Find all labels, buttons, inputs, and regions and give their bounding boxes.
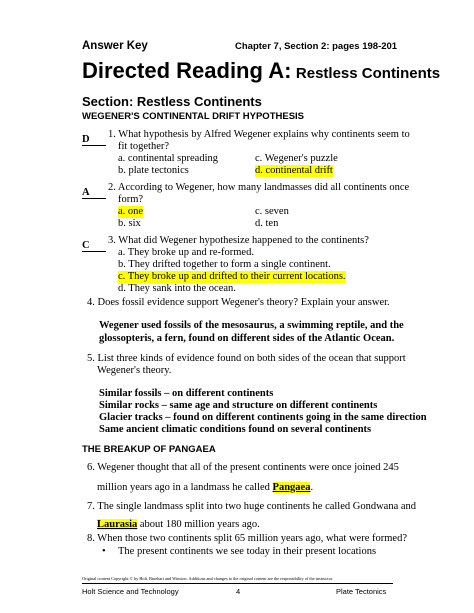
q5-answer-line3: Glacier tracks – found on different continents going in the same direction xyxy=(99,412,427,423)
footer-right: Plate Tectonics xyxy=(336,587,387,596)
footer-page-number: 4 xyxy=(236,587,241,596)
q1-text: 1. What hypothesis by Alfred Wegener explains why continents seem to xyxy=(108,129,410,140)
q4-answer-line2: glossopteris, a fern, found on different sides of the Atlantic Ocean. xyxy=(99,333,395,344)
q8-line1: 8. When those two continents split 65 million years ago, what were formed? xyxy=(87,533,407,544)
q1-text-cont: fit together? xyxy=(118,141,170,152)
q8-answer: The present continents we see today in their present locations xyxy=(118,546,377,557)
chapter-label: Chapter 7, Section 2: pages 198-201 xyxy=(235,41,398,52)
q7-line2: Laurasia about 180 million years ago. xyxy=(97,519,260,530)
q4-text: 4. Does fossil evidence support Wegener's theory? Explain your answer. xyxy=(87,297,390,308)
footer-divider xyxy=(82,583,393,584)
section-heading: Section: Restless Continents xyxy=(82,94,262,109)
q7-answer: Laurasia xyxy=(97,519,138,530)
q1-option-a: a. continental spreading xyxy=(118,153,219,164)
q1-answer: D xyxy=(82,129,106,147)
q2-answer: A xyxy=(82,182,106,200)
q3-option-c: c. They broke up and drifted to their current locations. xyxy=(118,271,346,282)
q5-answer-line4: Same ancient climatic conditions found on several continents xyxy=(99,424,372,435)
q3-option-d: d. They sank into the ocean. xyxy=(118,283,236,294)
title-sub: Restless Continents xyxy=(295,65,441,82)
q2-option-b: b. six xyxy=(118,218,141,229)
q5-text-cont: Wegener's theory. xyxy=(97,365,172,376)
q6-line1: 6. Wegener thought that all of the present continents were once joined 245 xyxy=(87,462,399,473)
q1-option-d: d. continental drift xyxy=(255,165,333,176)
q7-line1: 7. The single landmass split into two huge continents he called Gondwana and xyxy=(87,501,417,512)
q6-line2: million years ago in a landmass he called Pangaea. xyxy=(97,482,314,493)
q5-answer-line1: Similar fossils – on different continents xyxy=(99,388,274,399)
q2-text: 2. According to Wegener, how many landmasses did all continents once xyxy=(108,182,410,193)
q3-option-b: b. They drifted together to form a single continent. xyxy=(118,259,331,270)
q2-option-c: c. seven xyxy=(255,206,289,217)
section-subheading: WEGENER'S CONTINENTAL DRIFT HYPOTHESIS xyxy=(82,111,305,122)
q3-option-a: a. They broke up and re-formed. xyxy=(118,247,254,258)
title-main: Directed Reading A: xyxy=(82,58,292,83)
q2-text-cont: form? xyxy=(118,194,144,205)
q8-bullet: • xyxy=(102,546,106,557)
q2-option-a: a. one xyxy=(118,206,144,217)
q1-option-c: c. Wegener's puzzle xyxy=(255,153,338,164)
q3-text: 3. What did Wegener hypothesize happened to the continents? xyxy=(108,235,369,246)
answer-key-label: Answer Key xyxy=(82,40,148,52)
footer-left: Holt Science and Technology xyxy=(82,587,179,596)
q5-text: 5. List three kinds of evidence found on both sides of the ocean that support xyxy=(87,353,406,364)
page-title xyxy=(82,58,440,84)
q6-answer: Pangaea xyxy=(272,482,311,493)
q1-option-b: b. plate tectonics xyxy=(118,165,189,176)
q4-answer-line1: Wegener used fossils of the mesosaurus, a swimming reptile, and the xyxy=(99,320,404,331)
q3-answer: C xyxy=(82,235,106,253)
section2-heading: THE BREAKUP OF PANGAEA xyxy=(82,444,216,455)
q5-answer-line2: Similar rocks – same age and structure on different continents xyxy=(99,400,378,411)
q2-option-d: d. ten xyxy=(255,218,279,229)
footer-copyright: Original content Copyright © by Holt, Rinehart and Winston. Additions and changes to the original content are the responsibility of the instructor. xyxy=(82,576,333,581)
